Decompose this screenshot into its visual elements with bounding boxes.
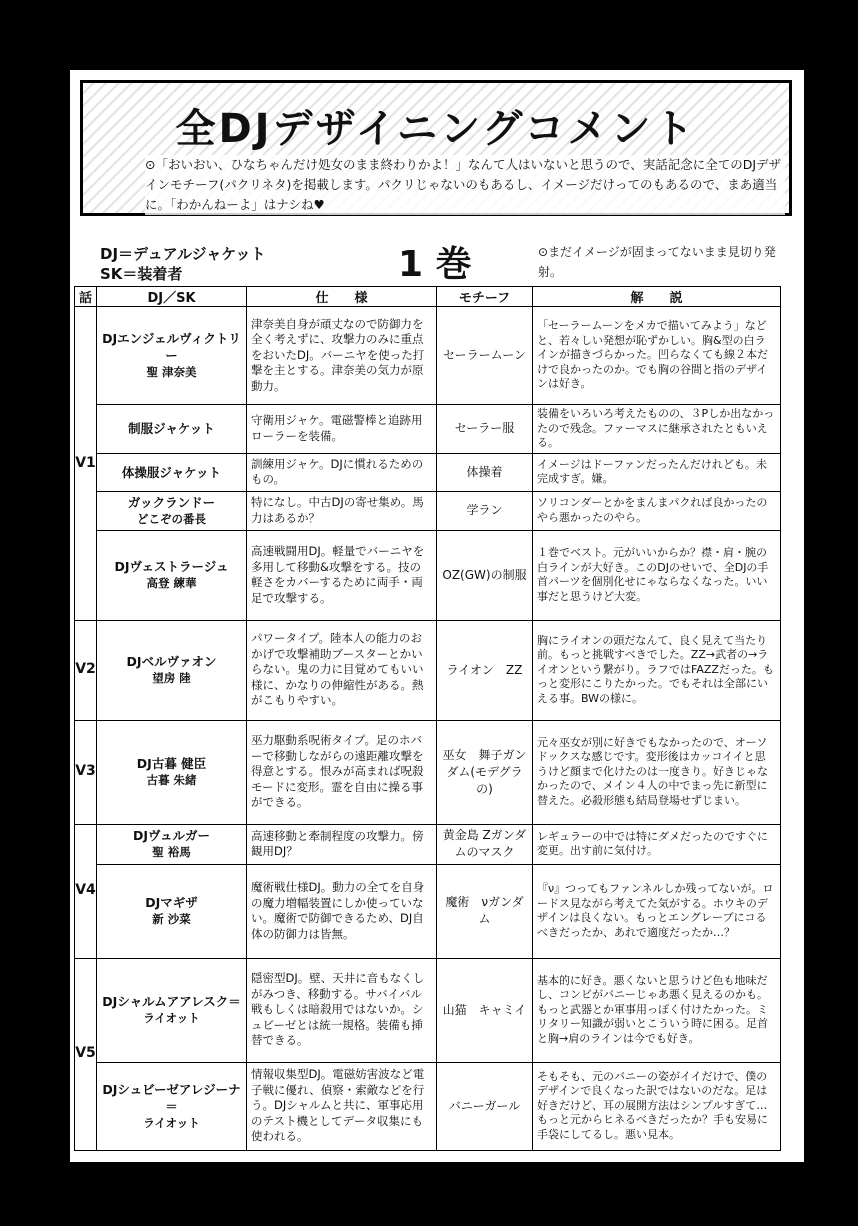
comment-cell: 元々巫女が別に好きでもなかったので、オーソドックスな感じです。変形後はカッコイイと思うけど顔まで化けたのは一度きり。好きじゃなかったので、メイン４人の中でまっ先に新型に替えた。必殺形態も結局登場せずじまい。 xyxy=(533,720,781,824)
sk-name: 古暮 朱緒 xyxy=(146,773,197,787)
header-episode: 話 xyxy=(75,287,97,307)
spec-cell: 魔術戦仕様DJ。動力の全てを自身の魔力増幅装置にしか使っていない。魔術で防御できるため、DJ自体の防御力は皆無。 xyxy=(247,864,437,958)
sk-name: 聖 津奈美 xyxy=(146,365,197,379)
episode-cell: V4 xyxy=(75,824,97,958)
dj-cell xyxy=(97,405,247,454)
spec-cell: 特になし。中古DJの寄せ集め。馬力はあるか？ xyxy=(247,491,437,530)
sk-name: 望房 陸 xyxy=(152,671,191,685)
table-row xyxy=(75,824,781,864)
comment-cell: １巻でベスト。元がいいからか？襟・肩・腕の白ラインが大好き。このDJのせいで、全DJの手首パーツを個別化せにゃならなくなった。いい事だと思うけど大変。 xyxy=(533,530,781,620)
comment-cell: そもそも、元のバニーの姿がイイだけで、僕のデザインで良くなった訳ではないのだな。足は好きだけど、耳の展開方法はシンプルすぎて…もっと元からヒネるべきだったか？手も安易に手袋にしてるし。悪い見本。 xyxy=(533,1062,781,1150)
motif-cell: バニーガール xyxy=(437,1062,533,1150)
header-comment: 解 説 xyxy=(533,287,781,307)
dj-cell xyxy=(97,864,247,958)
spec-cell: 高速戦闘用DJ。軽量でバーニヤを多用して移動&攻撃をする。技の軽さをカバーするために両手・両足で攻撃する。 xyxy=(247,530,437,620)
legend xyxy=(100,244,266,284)
spec-cell: 巫力駆動系呪術タイプ。足のホバーで移動しながらの遠距離攻撃を得意とする。恨みが高まれば呪殺モードに変形。霊を自由に操る事ができる。 xyxy=(247,720,437,824)
volume-note: ⊙まだイメージが固まってないまま見切り発射。 xyxy=(538,245,776,279)
motif-cell: 学ラン xyxy=(437,491,533,530)
comment-cell: イメージはドーファンだったんだけれども。未完成すぎ。嫌。 xyxy=(533,453,781,491)
motif-cell: ライオン ZZ xyxy=(437,620,533,720)
table-header-row xyxy=(75,287,781,307)
dj-cell xyxy=(97,453,247,491)
dj-cell xyxy=(97,530,247,620)
header-spec: 仕 様 xyxy=(247,287,437,307)
sk-name: 高登 練華 xyxy=(146,576,197,590)
dj-cell xyxy=(97,307,247,405)
episode-cell: V1 xyxy=(75,307,97,621)
table-row xyxy=(75,491,781,530)
motif-cell: セーラームーン xyxy=(437,307,533,405)
dj-name: 体操服ジャケット xyxy=(121,464,222,480)
episode-cell: V5 xyxy=(75,958,97,1150)
header-djsk: DJ／SK xyxy=(97,287,247,307)
dj-cell xyxy=(97,958,247,1062)
spec-cell: 隠密型DJ。壁、天井に音もなくしがみつき、移動する。サバイバル戦もしくは暗殺用ではないか。シュビーゼとは統一規格。装備も挿替できる。 xyxy=(247,958,437,1062)
sk-name: 聖 裕馬 xyxy=(152,845,191,859)
dj-name: DJシャルムアアレスク＝ xyxy=(102,994,241,1009)
sk-name: 新 沙菜 xyxy=(152,912,191,926)
dj-cell xyxy=(97,620,247,720)
design-table xyxy=(74,286,781,1151)
dj-name: DJヴュルガー xyxy=(132,828,211,843)
dj-name: DJマギザ xyxy=(145,895,198,910)
dj-cell xyxy=(97,720,247,824)
table-row xyxy=(75,307,781,405)
dj-name: DJベルヴァオン xyxy=(126,654,217,669)
table-row xyxy=(75,453,781,491)
dj-name: DJヴェストラージュ xyxy=(114,559,229,574)
motif-cell: 山猫 キャミイ xyxy=(437,958,533,1062)
spec-cell: 訓練用ジャケ。DJに慣れるためのもの。 xyxy=(247,453,437,491)
dj-name: DJシュビーゼアレジーナ＝ xyxy=(102,1081,241,1114)
spec-cell: 情報収集型DJ。電磁妨害波など電子戦に優れ、偵察・索敵などを行う。DJシャルムと共に、軍事応用のテスト機としてデータ収集にも使われる。 xyxy=(247,1062,437,1150)
title-banner xyxy=(80,80,792,216)
motif-cell: 体操着 xyxy=(437,453,533,491)
motif-cell: OZ(GW)の制服 xyxy=(437,530,533,620)
dj-cell xyxy=(97,491,247,530)
header-motif: モチーフ xyxy=(437,287,533,307)
table-row xyxy=(75,958,781,1062)
spec-cell: 高速移動と牽制程度の攻撃力。傍観用DJ？ xyxy=(247,824,437,864)
table-row xyxy=(75,620,781,720)
table-row xyxy=(75,1062,781,1150)
dj-name: DJエンジェルヴィクトリー xyxy=(102,331,241,363)
intro-text: ⊙「おいおい、ひなちゃんだけ処女のまま終わりかよ！」なんて人はいないと思うので、実話記念に全てのDJデザインモチーフ(パクリネタ)を掲載します。パクリじゃないのもあるし、イメージだけってのもあるので、まあ適当に。「わかんねーよ」はナシね♥ xyxy=(145,155,785,215)
spec-cell: 津奈美自身が頑丈なので防御力を全く考えずに、攻撃力のみに重点をおいたDJ。バーニヤを使った打撃を主とする。津奈美の気力が原動力。 xyxy=(247,307,437,405)
dj-name: ガックランドー xyxy=(127,494,216,510)
spec-cell: 守衛用ジャケ。電磁警棒と追跡用ローラーを装備。 xyxy=(247,405,437,454)
motif-cell: 魔術 νガンダム xyxy=(437,864,533,958)
comment-cell: 基本的に好き。悪くないと思うけど色も地味だし、コンビがバニーじゃあ悪く見えるのかも。もっと武器とか軍事用っぽく付けたかった。ミリタリー知識が弱いとこういう時に困る。足首と胸→肩のラインは今でも好き。 xyxy=(533,958,781,1062)
table-row xyxy=(75,530,781,620)
comment-cell: 「セーラームーンをメカで描いてみよう」などと、若々しい発想が恥ずかしい。胸&型の白ラインが描きづらかった。凹らなくても線２本だけで良かったのか。でも胸の谷間と指のデザインは好き。 xyxy=(533,307,781,405)
sk-name: ライオット xyxy=(143,1115,200,1130)
table-row xyxy=(75,720,781,824)
table-row xyxy=(75,405,781,454)
comment-cell: レギュラーの中では特にダメだったのですぐに変更。出す前に気付け。 xyxy=(533,824,781,864)
table-row xyxy=(75,864,781,958)
motif-cell: セーラー服 xyxy=(437,405,533,454)
sk-name: どこぞの番長 xyxy=(137,511,206,526)
page-sheet xyxy=(70,70,804,1162)
dj-name: DJ古暮 健臣 xyxy=(136,756,207,771)
spec-cell: パワータイプ。陸本人の能力のおかげで攻撃補助ブースターとかいらない。鬼の力に目覚めてもいい様に、かなりの伸縮性がある。熱がこもりやすい。 xyxy=(247,620,437,720)
motif-cell: 巫女 舞子ガンダム(モデグラの) xyxy=(437,720,533,824)
page-title: 全DJデザイニングコメント xyxy=(175,106,697,152)
legend-sk: SK＝装着者 xyxy=(100,265,183,283)
motif-cell: 黄金島 Zガンダムのマスク xyxy=(437,824,533,864)
episode-cell: V3 xyxy=(75,720,97,824)
comment-cell: 『ν』つってもファンネルしか残ってないが。ロードス見ながら考えてた気がする。ホウキのデザインは良くない。もっとエングレーブにコるべきだったか、あれで適度だったか…？ xyxy=(533,864,781,958)
comment-cell: ソリコンダーとかをまんまパクれば良かったのやら悪かったのやら。 xyxy=(533,491,781,530)
sk-name: ライオット xyxy=(143,1011,200,1025)
dj-name: 制服ジャケット xyxy=(128,421,215,437)
volume-heading: 1 巻 xyxy=(398,244,472,285)
dj-cell xyxy=(97,824,247,864)
episode-cell: V2 xyxy=(75,620,97,720)
comment-cell: 装備をいろいろ考えたものの、３Pしか出なかったので残念。ファーマスに継承されたともいえる。 xyxy=(533,405,781,454)
dj-cell xyxy=(97,1062,247,1150)
comment-cell: 胸にライオンの頭だなんて、良く見えて当たり前。もっと挑戦すべきでした。ZZ→武者の→ライオンという繋がり。ラフではFAZZだった。もっと変形にこりたかった。でもそれは全部にいえる事。BWの様に。 xyxy=(533,620,781,720)
legend-dj: DJ＝デュアルジャケット xyxy=(100,245,266,263)
